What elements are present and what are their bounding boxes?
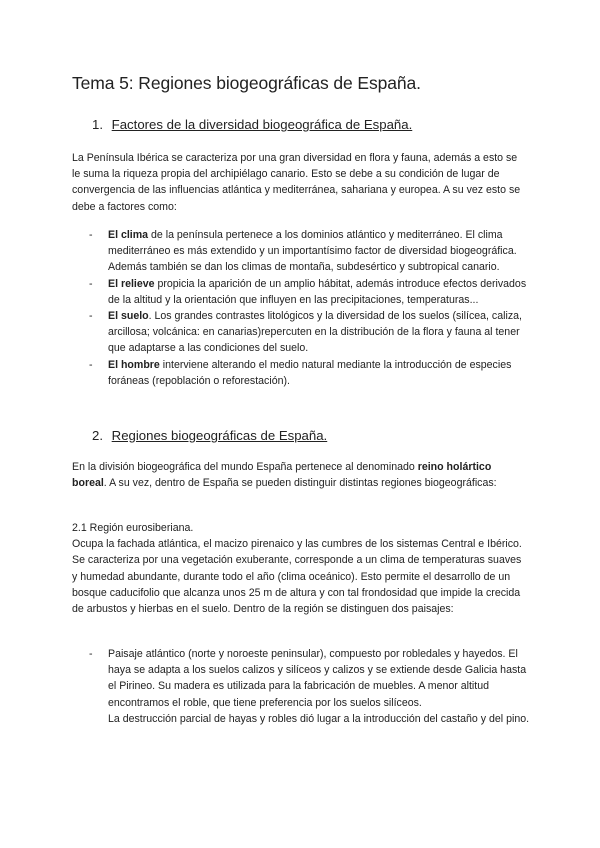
intro-text: En la división biogeográfica del mundo España pertenece al denominado	[72, 461, 418, 473]
factor-text: de la península pertenece a los dominios atlántico y mediterráneo. El clima mediterráneo es más extendido y un importantísimo factor de diversidad biogeográfica. Además también se dan los climas de montaña, subdesértico y subtropical canario.	[108, 229, 517, 274]
section1-intro: La Península Ibérica se caracteriza por una gran diversidad en flora y fauna, además a esto se le suma la riqueza propia del archipiélago canario. Esto se debe a su condición de lugar de convergencia de las influencias atlántica y mediterránea, sahariana y europea. A su vez esto se debe a factores como:	[72, 152, 521, 213]
factor-item	[72, 357, 532, 389]
landscapes-list	[72, 646, 532, 727]
section-title-2: Regiones biogeográficas de España.	[111, 428, 328, 443]
bullet-dash: -	[89, 277, 93, 290]
landscape-text-2: La destrucción parcial de hayas y robles dió lugar a la introducción del castaño y del pino.	[108, 712, 530, 725]
factor-item	[72, 308, 532, 357]
factor-term: El relieve	[108, 277, 155, 290]
bullet-dash: -	[89, 229, 93, 241]
section-number-2: 2.	[92, 428, 103, 443]
landscape-item	[72, 646, 532, 727]
section2-intro	[72, 459, 528, 491]
subsection-text: Ocupa la fachada atlántica, el macizo pirenaico y las cumbres de los sistemas Central e Ibérico. Se caracteriza por una vegetación exuberante, corresponde a un clima de temperaturas suaves y humedad abundante, durante todo el año (clima oceánico). Esto permite el desarrollo de un bosque caducifolio que alcanza unos 25 m de altura y con tal frondosidad que impide la crecida de arbustos y hierbas en el suelo. Dentro de la región se distinguen dos paisajes:	[72, 538, 522, 616]
factor-text: propicia la aparición de un amplio hábitat, además introduce efectos derivados de la altitud y la orientación que influyen en las precipitaciones, temperaturas...	[108, 277, 527, 306]
factor-item	[72, 227, 532, 276]
factor-term: El hombre	[108, 358, 160, 371]
landscape-text: Paisaje atlántico (norte y noroeste peninsular), compuesto por robledales y hayedos. El haya se adapta a los suelos calizos y silíceos y calizos y se extiende desde Galicia hasta el Pirineo. Su madera es utilizada para la fabricación de muebles. A menor altitud encontramos el roble, que tiene preferencia por los suelos silíceos.	[108, 648, 527, 709]
intro-bold: reino holártico boreal	[72, 461, 492, 490]
bullet-dash: -	[89, 358, 93, 371]
factor-item	[72, 276, 532, 308]
section-number-1: 1.	[92, 117, 103, 132]
bullet-dash: -	[89, 310, 93, 323]
factor-term: El suelo	[108, 310, 149, 323]
factors-list	[72, 227, 532, 389]
subsection-2-1	[72, 520, 528, 617]
factor-text: . Los grandes contrastes litológicos y la diversidad de los suelos (silícea, caliza, arcillosa; volcánica: en canarias)repercuten en la distribución de la flora y fauna al tener que adaptarse a las condiciones del suelo.	[108, 310, 522, 355]
factor-text: interviene alterando el medio natural mediante la introducción de especies foráneas (repoblación o reforestación).	[108, 358, 512, 387]
bullet-dash: -	[89, 648, 93, 660]
subsection-heading: 2.1 Región eurosiberiana.	[72, 522, 194, 534]
intro-text-end: . A su vez, dentro de España se pueden distinguir distintas regiones biogeográficas:	[103, 477, 497, 490]
factor-term: El clima	[108, 229, 149, 241]
section-title-1: Factores de la diversidad biogeográfica de España.	[111, 117, 413, 132]
page-title: Tema 5: Regiones biogeográficas de España.	[72, 73, 421, 93]
section-heading-2	[92, 428, 327, 443]
section-heading-1	[92, 117, 412, 132]
